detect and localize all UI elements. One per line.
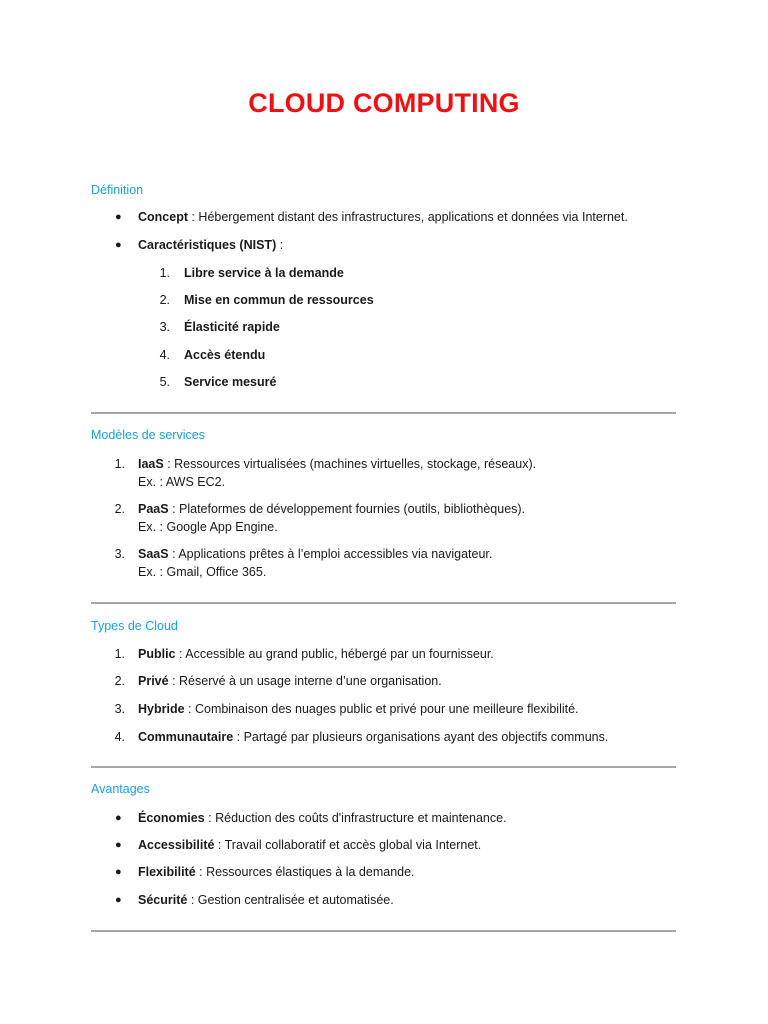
bullet-icon: ● — [115, 211, 122, 223]
list-item: 2. PaaS : Plateformes de développement fournies (outils, bibliothèques). Ex. : Google App Engine. — [114, 502, 526, 534]
section-heading-types: Types de Cloud — [91, 619, 178, 633]
section-divider — [91, 602, 676, 604]
section-divider — [91, 930, 676, 932]
section-heading-advantages: Avantages — [91, 782, 150, 796]
bullet-icon: ● — [115, 894, 122, 906]
list-item: 1. IaaS : Ressources virtualisées (machines virtuelles, stockage, réseaux). Ex. : AWS EC2. — [114, 457, 537, 489]
page-title: CLOUD COMPUTING — [248, 88, 520, 118]
document-page: CLOUD COMPUTING Définition ● Concept : Hébergement distant des infrastructures, applications et données via Internet. ● Caractéristiques (NIST) : 1. Libre service à la demande 2. Mise en commun de ressources 3. Élasticité rapide 4. Accès étendu 5. Service mesuré Modèles de services 1. IaaS : Ressources virtualisées (machines virtuelles, stockage, réseaux). Ex. : AWS EC2. 2. PaaS : Plateformes de développement fournies (outils, bibliothèques). Ex. : Google App Engine. 3. SaaS : Applications prêtes à l’emploi accessibles via navigateur. Ex. : Gmail, Office 365. Types de Cloud 1. Public : Accessible au grand public, hébergé par un fournisseur. 2. Privé : Réservé à un usage interne d’une organisation. 3. Hybride : Combinaison des nuages public et privé pour une meilleure flexibilité. 4. Communautaire : Partagé par plusieurs organisations ayant des objectifs communs. Avantages ● Économies : Réduction des coûts d'infrastructure et maintenance. ● Accessibilité : Travail collaboratif et accès global via Internet. ● Flexibilité : Ressources élastiques à la demande. ● Sécurité : Gestion centralisée et automatisée. — [0, 0, 768, 1024]
section-heading-definition: Définition — [91, 183, 144, 197]
list-item: 3. SaaS : Applications prêtes à l’emploi accessibles via navigateur. Ex. : Gmail, Office 365. — [114, 547, 493, 579]
bullet-icon: ● — [115, 866, 122, 878]
bullet-icon: ● — [115, 839, 122, 851]
bullet-icon: ● — [115, 239, 122, 251]
section-divider — [91, 412, 676, 414]
section-heading-services: Modèles de services — [91, 428, 205, 442]
section-divider — [91, 766, 676, 768]
bullet-icon: ● — [115, 812, 122, 824]
